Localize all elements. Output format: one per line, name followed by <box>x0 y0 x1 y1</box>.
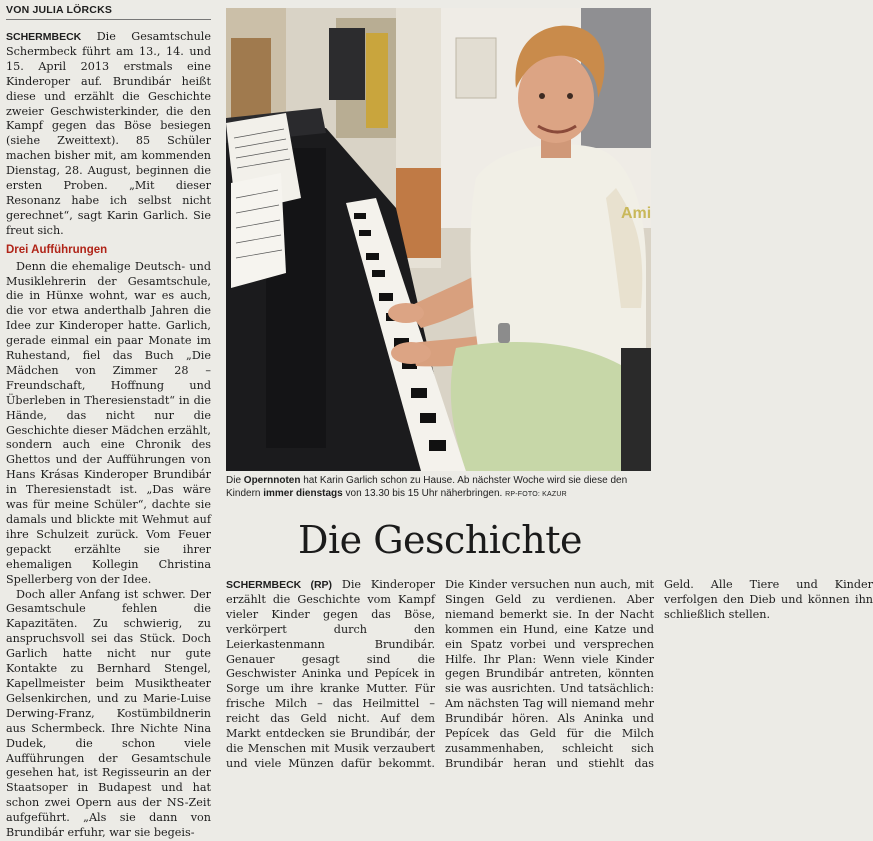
caption-text: Die <box>226 475 244 486</box>
story-headline: Die Geschichte <box>298 518 582 562</box>
story-body <box>226 578 873 774</box>
article-intro-text: Die Gesamtschule Schermbeck führt am 13., 14. und 15. April 2013 erstmals eine Kinderoper auf. Brundibár heißt diese und erzählt die Geschichte zweier Geschwisterkinder, die den Kampf gegen das Böse besiegen (siehe Zweittext). 85 Schüler machen bisher mit, am kommenden Dienstag, 28. August, beginnen die ersten Proben. „Mit dieser Resonanz habe ich selbst nicht gerechnet“, sagt Karin Garlich. Sie freut sich. <box>6 30 211 237</box>
article-photo <box>226 8 651 471</box>
story-paragraph <box>226 578 873 774</box>
article-subhead: Drei Aufführungen <box>6 243 108 256</box>
story-text: Die Kinderoper erzählt die Geschichte vom Kampf vieler Kinder gegen das Böse, verkörpert durch den Leierkastenmann Brundibár. Genauer gesagt sind die Geschwister Aninka und Pepícek in Sorge um ihre kranke Mutter. Für frische Milch – das Heilmittel – reicht das Geld nicht. Auf dem Markt entdecken sie Brundibár, der die Menschen mit Musik verzaubert und viele Münzen dafür bekommt. Die Kinder versuchen nun auch, mit Singen Geld zu verdienen. Aber niemand bemerkt sie. In der Nacht kommen ein Hund, eine Katze und ein Spatz vorbei und versprechen Hilfe. Ihr Plan: Wenn viele Kinder gegen Brundibár antreten, könnten sie was ausrichten. Und tatsächlich: Am nächsten Tag will niemand mehr Brundibár hören. Als Aninka und Pepícek das Geld für die Milch zusammenhaben, schleicht sich Brundibár heran und stiehlt das Geld. Alle Tiere und Kinder verfolgen den Dieb und können ihn schließlich stellen. <box>226 578 873 770</box>
caption-text: von 13.30 bis 15 Uhr näherbringen. <box>342 488 506 499</box>
caption-bold-text: Opernnoten <box>243 475 301 486</box>
caption-text: hat Karin Garlich schon zu Hause. Ab nächster Woche wird sie diese den Kindern <box>226 475 628 499</box>
article-intro <box>6 30 211 239</box>
shirt-text: Ami <box>621 205 652 222</box>
article-paragraph: Doch aller Anfang ist schwer. Der Gesamtschule fehlen die Kapazitäten. Zu schwierig, zu anspruchsvoll sei das Stück. Doch Garlich hatte nicht nur gute Kontakte zu Bernhard Stengel, Kapellmeister beim Musiktheater Gelsenkirchen, und zu Marie-Luise Derwing-Franz, Kostümbildnerin aus Schermbeck. Ihre Nichte Nina Dudek, die schon viele Aufführungen der Gesamtschule gesehen hat, ist Regisseurin an der Staatsoper in Budapest und hat schon zwei Opern aus der NS-Zeit aufgeführt. „Als sie dann von Brundibár erfuhr, war sie begeis- <box>6 587 211 840</box>
caption-bold-text: immer dienstags <box>263 488 343 499</box>
main-article <box>6 30 211 841</box>
article-dateline: SCHERMBECK <box>6 31 82 43</box>
byline: VON JULIA LÖRCKS <box>6 4 211 20</box>
article-paragraph: Denn die ehemalige Deutsch- und Musiklehrerin der Gesamtschule, die in Hünxe wohnt, war es auch, die vor etwa anderthalb Jahren die Idee zur Kinderoper hatte. Garlich, gerade einmal ein paar Monate im Ruhestand, fiel das Buch „Die Mädchen von Zimmer 28 – Freundschaft, Hoffnung und Überleben in Theresienstadt“ in die Hände, das nicht nur die Geschichte dieser Mädchen erzählt, sondern auch eine Chronik des Ghettos und der Aufführungen von Hans Krásas Kinderoper Brundibár in Theresienstadt ist. „Das wäre was für meine Schüler“, dachte sie damals und blickte mit Wehmut auf ihre Schulzeit zurück. Vom Feuer gepackt erzählte sie ihrer ehemaligen Kollegin Christina Spellerberg von der Idee. <box>6 259 211 586</box>
photo-caption <box>226 474 654 501</box>
story-dateline: SCHERMBECK (RP) <box>226 579 333 591</box>
photo-illustration <box>226 8 651 471</box>
photo-credit: RP-FOTO: KAZUR <box>505 491 567 498</box>
